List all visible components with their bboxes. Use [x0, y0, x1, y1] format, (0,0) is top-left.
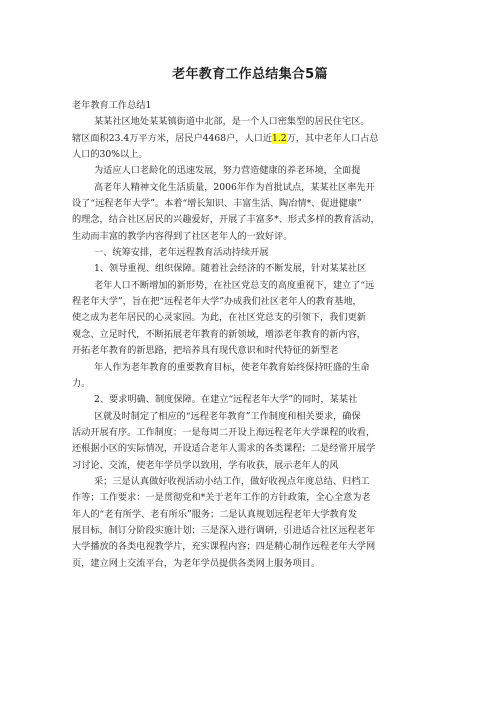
- highlighted-text: 1.2: [272, 132, 287, 144]
- text-line: 开拓老年教育的新思路，把培养具有现代意识和时代特征的新型老: [72, 345, 339, 357]
- document-title: 老年教育工作总结集合5篇: [172, 67, 328, 82]
- text-line: 程老年大学”，旨在把“远程老年大学”办成我们社区老年人的教育基地，: [72, 296, 362, 308]
- text-line: 某某社区地处某某镇街道中北部，是一个人口密集型的居民住宅区。: [94, 116, 370, 128]
- text-line: 1、领导重视、组织保障。随着社会经济的不断发展，针对某某社区: [94, 263, 367, 275]
- text-line: 高老年人精神文化生活质量，2006年作为首批试点，某某社区率先开: [94, 181, 375, 193]
- text-line: 力。: [72, 377, 91, 389]
- text-line: 生动而丰富的教学内容得到了社区老年人的一致好评。: [72, 230, 293, 242]
- text-line: 2、要求明确、制度保障。在建立“远程老年大学”的同时，某某社: [94, 394, 358, 406]
- text-line: 老年人口不断增加的新形势，在社区党总支的高度重视下，建立了“远: [94, 279, 375, 291]
- text-line: 辖区面积23.4万平方米，居民户4468户，人口近1.2万，其中老年人口占总: [72, 132, 379, 144]
- text-line: 设了“远程老年大学”。本着“增长知识、丰富生活、陶冶情*、促进健康”: [72, 198, 362, 210]
- text-line: 区就及时制定了相应的“远程老年教育”工作制度和相关要求，确保: [94, 410, 361, 422]
- text-line: 大学播放的各类电视教学片，充实课程内容；四是精心制作远程老年大学网: [72, 541, 376, 553]
- text-line: 一、统筹安排，老年远程教育活动持续开展: [94, 247, 269, 259]
- text-line: 年人作为老年教育的重要教育目标，使老年教育始终保持旺盛的生命: [94, 361, 370, 373]
- text-line: 使之成为老年居民的心灵家园。为此，在社区党总支的引领下，我们更新: [72, 312, 366, 324]
- text-line: 展目标，制订分阶段实施计划；三是深入进行调研，引进适合社区远程老年: [72, 524, 376, 536]
- text-line: 的理念，结合社区居民的兴趣爱好，开展了丰富多*、形式多样的教育活动，: [72, 214, 380, 226]
- text-line: 作等；工作要求：一是贯彻党和*关于老年工作的方针政策，全心全意为老: [72, 492, 371, 504]
- text-line: 习讨论、交流，使老年学员学以致用，学有收获，展示老年人的风: [72, 459, 339, 471]
- text-line: 活动开展有序。工作制度：一是每周二开设上海远程老年大学课程的收看，: [72, 426, 376, 438]
- document-body: [72, 98, 436, 572]
- text-line: 采；三是认真做好收视活动小结工作，做好收视点年度总结、归档工: [94, 475, 370, 487]
- text-line: 老年教育工作总结1: [72, 100, 152, 111]
- text-line: 年人的“老有所学、老有所乐”服务；二是认真规划远程老年大学教育发: [72, 508, 358, 520]
- text-line: 为适应人口老龄化的迅速发展，努力营造健康的养老环境，全面提: [94, 165, 361, 177]
- text-line: 还根据小区的实际情况，开设适合老年人需求的各类课程；二是经常开展学: [72, 443, 376, 455]
- text-line: 页，建立网上交流平台，为老年学员提供各类网上服务项目。: [72, 557, 321, 569]
- text-line: 人口的30%以上。: [72, 149, 148, 161]
- text-line: 观念、立足时代，不断拓展老年教育的新领域，增添老年教育的新内容，: [72, 328, 366, 340]
